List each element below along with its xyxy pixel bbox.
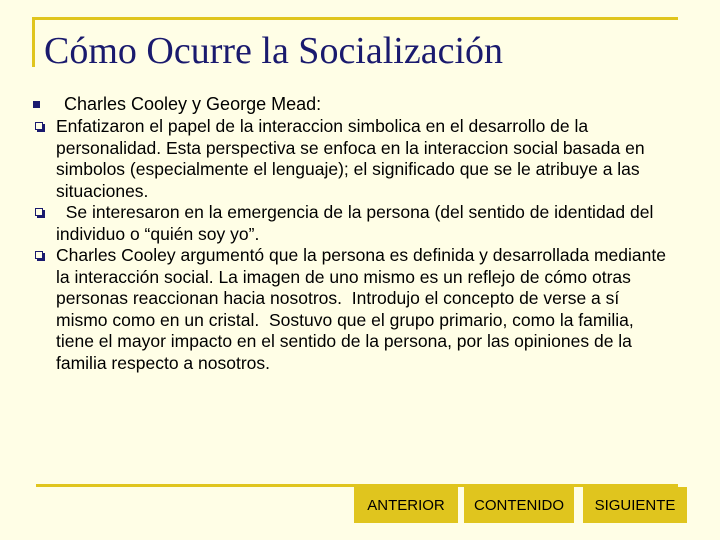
- hollow-square-bullet-icon: [35, 208, 43, 216]
- main-bullet-item: [30, 92, 670, 116]
- sub-bullet-item: [30, 116, 670, 202]
- previous-button[interactable]: [354, 487, 458, 523]
- title-frame-top-line: [32, 17, 678, 20]
- sub-bullet-list: [30, 116, 670, 374]
- hollow-square-bullet-icon: [35, 251, 43, 259]
- square-bullet-icon: [33, 101, 40, 108]
- contents-button[interactable]: [464, 487, 574, 523]
- sub-bullet-text: Se interesaron en la emergencia de la persona (del sentido de identidad del individuo o “quién soy yo”.: [56, 202, 659, 244]
- title-frame-left-line: [32, 17, 35, 67]
- main-bullet-text: Charles Cooley y George Mead:: [64, 94, 322, 114]
- sub-bullet-text: Enfatizaron el papel de la interaccion simbolica en el desarrollo de la personalidad. Esta perspectiva se enfoca en la interaccion social basada en simbolos (especialmente el lenguaje); el significado que se le atribuye a las situaciones.: [56, 116, 650, 201]
- sub-bullet-text: Charles Cooley argumentó que la persona es definida y desarrollada mediante la interacción social. La imagen de uno mismo es un reflejo de cómo otras personas reaccionan hacia nosotros. Introdujo el concepto de verse a sí mismo como en un cristal. Sostuvo que el grupo primario, como la familia, tiene el mayor impacto en el sentido de la persona, por las opiniones de la familia respecto a nosotros.: [56, 245, 671, 373]
- slide-title: Cómo Ocurre la Socialización: [44, 30, 504, 72]
- sub-bullet-item: [30, 245, 670, 374]
- slide-content: [30, 92, 670, 374]
- next-button[interactable]: [583, 487, 687, 523]
- next-button-label: SIGUIENTE: [594, 496, 676, 514]
- previous-button-label: ANTERIOR: [367, 496, 445, 514]
- sub-bullet-item: [30, 202, 670, 245]
- contents-button-label: CONTENIDO: [474, 496, 564, 514]
- hollow-square-bullet-icon: [35, 122, 43, 130]
